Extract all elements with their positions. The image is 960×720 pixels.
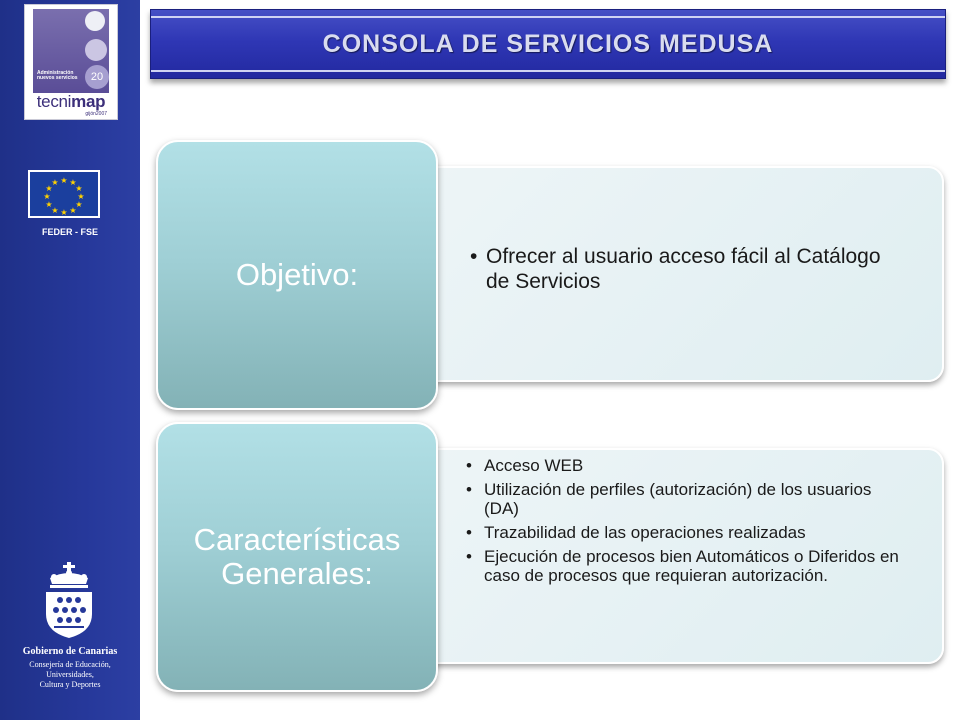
objetivo-bullets [466,244,906,294]
tecnimap-logo [24,4,118,120]
consejeria-line: Cultura y Deportes [39,680,101,689]
eu-stars [30,172,98,216]
section-heading [194,523,401,591]
title-banner [150,9,946,79]
logo-brand-bold: map [71,92,106,111]
list-item: • Acceso WEB [464,456,904,475]
svg-text:★: ★ [60,176,68,185]
list-item: • Ejecución de procesos bien Automáticos o Diferidos en caso de procesos que requieran autorización. [464,547,904,585]
gobierno-label: Gobierno de Canarias [22,646,118,657]
svg-text:★: ★ [43,192,51,201]
feder-label: FEDER - FSE [41,227,98,237]
svg-text:★: ★ [45,200,53,209]
list-item: • Utilización de perfiles (autorización) de los usuarios (DA) [464,480,904,518]
logo-dot [85,11,105,31]
objetivo-heading-tile [156,140,438,410]
logo-brand-light: tecni [36,92,72,111]
svg-text:★: ★ [51,206,59,215]
svg-text:★: ★ [75,200,83,209]
logo-small-text: Administración nuevos servicios [37,70,78,81]
svg-text:★: ★ [69,178,77,187]
logo-number: 20 [90,71,104,83]
page-title: CONSOLA DE SERVICIOS MEDUSA [322,30,774,58]
sidebar [0,0,140,720]
heading-line: Características [193,522,401,557]
list-item: • Trazabilidad de las operaciones realizadas [464,523,904,542]
banner-rule [151,70,945,72]
svg-text:★: ★ [75,184,83,193]
svg-text:★: ★ [69,206,77,215]
caracteristicas-heading-tile [156,422,438,692]
logo-sub: gijón2007 [85,111,107,117]
caracteristicas-bullets [464,456,904,590]
svg-text:★: ★ [60,208,68,216]
section-heading: Objetivo: [235,257,359,292]
logo-dot [85,39,107,61]
heading-line: Generales: [221,556,373,591]
eu-flag-icon [28,170,100,218]
tecnimap-logo-panel [33,9,109,93]
consejeria-label [0,660,140,690]
list-item: • Ofrecer al usuario acceso fácil al Catálogo de Servicios [466,244,906,294]
banner-rule [151,16,945,18]
consejeria-line: Consejería de Educación, [29,660,111,669]
canarias-crest-icon [40,562,98,638]
consejeria-line: Universidades, [46,670,94,679]
svg-text:★: ★ [51,178,59,187]
svg-text:★: ★ [77,192,85,201]
svg-text:★: ★ [45,184,53,193]
logo-brand [25,93,117,111]
